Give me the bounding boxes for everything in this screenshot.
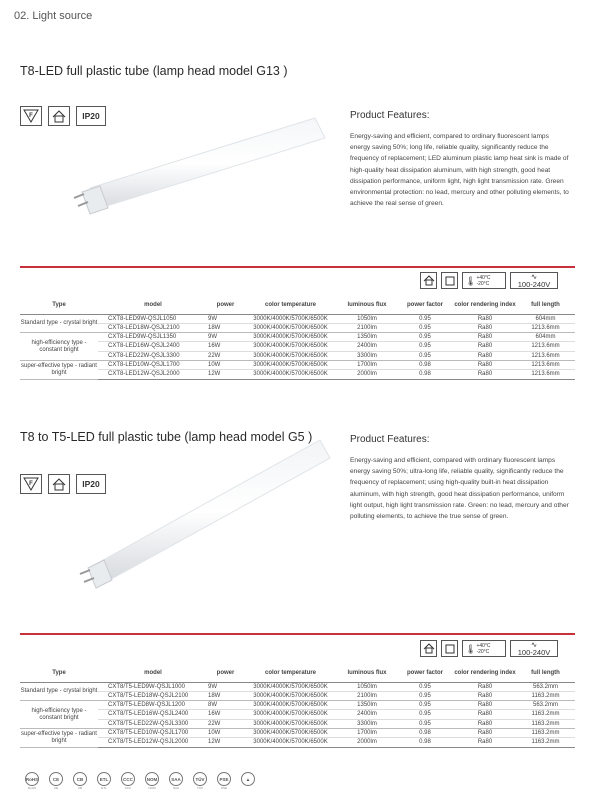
pf-cell: 0.98 xyxy=(396,360,454,369)
nom-logo-icon: NOM NOM xyxy=(142,772,162,791)
cri-cell: Ra80 xyxy=(454,360,516,369)
square-frame-icon xyxy=(441,640,458,657)
cri-cell: Ra80 xyxy=(454,682,516,691)
model-cell: CXT8/T5-LED10W-QSJL1700 xyxy=(98,728,208,737)
color-temp-cell: 3000K/4000K/5700K/6500K xyxy=(243,351,338,360)
section1-features-title: Product Features: xyxy=(350,110,430,121)
col-color-temperature: color temperature xyxy=(243,297,338,314)
ip20-badge: IP20 xyxy=(76,474,106,494)
flux-cell: 2000lm xyxy=(338,370,396,379)
ccc-logo-icon: CCC CCC xyxy=(118,772,138,791)
flux-cell: 3300lm xyxy=(338,351,396,360)
flux-cell: 1350lm xyxy=(338,333,396,342)
house-icon xyxy=(48,474,70,494)
table-row xyxy=(20,370,575,379)
model-cell: CXT8-LED22W-QSJL3300 xyxy=(98,351,208,360)
type-cell: super-effective type - radiant bright xyxy=(20,728,98,747)
power-cell: 9W xyxy=(208,333,243,342)
page-header xyxy=(14,10,92,22)
color-temp-cell: 3000K/4000K/5700K/6500K xyxy=(243,314,338,323)
section1-features-text: Energy-saving and efficient, compared to ordinary fluorescent lamps energy saving 50%; long life, reliable quality, significantly reduce the frequency of replacement; LED aluminum plastic lamp heat sink is made of high-quality heat dissipation aluminum, with high strength, good heat dissipation performance, uniform light, high light transmission rate. Green environmental protection: no lead, mercury and other polluting elements, to achieve the real sense of green. xyxy=(350,133,569,208)
col-type: Type xyxy=(20,297,98,314)
flux-cell: 2400lm xyxy=(338,342,396,351)
cri-cell: Ra80 xyxy=(454,719,516,728)
col-full-length: full length xyxy=(516,297,575,314)
tuv-logo-icon: TÜV TÜV xyxy=(190,772,210,791)
voltage-value: 100-240V xyxy=(517,648,551,657)
cri-cell: Ra80 xyxy=(454,738,516,747)
saa-logo-icon: SAA SAA xyxy=(166,772,186,791)
color-temp-cell: 3000K/4000K/5700K/6500K xyxy=(243,719,338,728)
pf-cell: 0.95 xyxy=(396,342,454,351)
thermometer-icon: 🌡 xyxy=(465,275,477,286)
col-power: power xyxy=(208,665,243,682)
table-row xyxy=(20,314,575,323)
power-cell: 18W xyxy=(208,691,243,700)
power-cell: 8W xyxy=(208,701,243,710)
thermometer-icon: 🌡 xyxy=(465,643,477,654)
power-cell: 12W xyxy=(208,370,243,379)
power-cell: 10W xyxy=(208,360,243,369)
length-cell: 1163.2mm xyxy=(516,719,575,728)
voltage-value: 100-240V xyxy=(517,280,551,289)
section2-title: T8 to T5-LED full plastic tube (lamp head model G5 ) xyxy=(20,430,313,444)
section1-divider xyxy=(20,266,575,268)
section1-title: T8-LED full plastic tube (lamp head model G13 ) xyxy=(20,64,288,78)
color-temp-cell: 3000K/4000K/5700K/6500K xyxy=(243,342,338,351)
power-cell: 10W xyxy=(208,728,243,737)
voltage-badge xyxy=(510,640,558,657)
section2-features-text: Energy-saving and efficient, compared with ordinary fluorescent lamps energy saving 50%; ultra-long life, reliable quality, significantly reduce the frequency of replacement; using high-quality built-in heat dissipation aluminum, with high strength, good heat dissipation performance, uniform light output, high light transmission rate. Green: no lead, mercury and other polluting elements, to achieve the true sense of green. xyxy=(350,457,569,521)
footer-cert-logos xyxy=(22,772,258,791)
color-temp-cell: 3000K/4000K/5700K/6500K xyxy=(243,738,338,747)
flux-cell: 3300lm xyxy=(338,719,396,728)
indoor-house-icon xyxy=(420,272,437,289)
square-frame-icon xyxy=(441,272,458,289)
col-luminous-flux: luminous flux xyxy=(338,665,396,682)
cb-logo-icon: CB CB xyxy=(70,772,90,791)
model-cell: CXT8-LED9W-QSJL1350 xyxy=(98,333,208,342)
type-cell: Standard type - crystal bright xyxy=(20,682,98,701)
flux-cell: 1050lm xyxy=(338,314,396,323)
table-row xyxy=(20,360,575,369)
type-cell: super-effective type - radiant bright xyxy=(20,360,98,379)
model-cell: CXT8/T5-LED9W-QSJL1000 xyxy=(98,682,208,691)
color-temp-cell: 3000K/4000K/5700K/6500K xyxy=(243,682,338,691)
ac-wave-icon: ∿ xyxy=(530,640,538,649)
pf-cell: 0.95 xyxy=(396,351,454,360)
temp-high: +40°C xyxy=(476,274,491,281)
flux-cell: 2100lm xyxy=(338,323,396,332)
power-cell: 16W xyxy=(208,342,243,351)
temp-high: +40°C xyxy=(476,642,491,649)
page-header-label: 02. Light source xyxy=(14,10,93,22)
cri-cell: Ra80 xyxy=(454,370,516,379)
table-row xyxy=(20,333,575,342)
section1-tube-image xyxy=(60,110,330,235)
model-cell: CXT8/T5-LED8W-QSJL1200 xyxy=(98,701,208,710)
section2-divider xyxy=(20,633,575,635)
model-cell: CXT8/T5-LED16W-QSJL2400 xyxy=(98,710,208,719)
etl-logo-icon: ETL ETL xyxy=(94,772,114,791)
cert-logo-icon: ▲ xyxy=(238,772,258,791)
svg-text:F: F xyxy=(29,113,33,119)
type-cell: Standard type - crystal bright xyxy=(20,314,98,333)
length-cell: 563.2mm xyxy=(516,682,575,691)
pse-logo-icon: PSE PSE xyxy=(214,772,234,791)
length-cell: 604mm xyxy=(516,314,575,323)
table-row xyxy=(20,342,575,351)
ip20-badge: IP20 xyxy=(76,106,106,126)
temp-low: -20°C xyxy=(476,280,490,287)
pf-cell: 0.95 xyxy=(396,710,454,719)
section1-spec-icons xyxy=(420,272,558,289)
type-cell: high-efficiency type - constant bright xyxy=(20,333,98,361)
table-row xyxy=(20,351,575,360)
col-model: model xyxy=(98,665,208,682)
power-cell: 9W xyxy=(208,314,243,323)
flux-cell: 2000lm xyxy=(338,738,396,747)
color-temp-cell: 3000K/4000K/5700K/6500K xyxy=(243,333,338,342)
flux-cell: 1350lm xyxy=(338,701,396,710)
col-model: model xyxy=(98,297,208,314)
color-temp-cell: 3000K/4000K/5700K/6500K xyxy=(243,370,338,379)
length-cell: 1213.6mm xyxy=(516,370,575,379)
pf-cell: 0.95 xyxy=(396,691,454,700)
rohs-logo-icon: RoHS RoHS xyxy=(22,772,42,791)
table-row xyxy=(20,738,575,747)
length-cell: 1163.2mm xyxy=(516,738,575,747)
cri-cell: Ra80 xyxy=(454,728,516,737)
f-mark-icon xyxy=(20,474,42,494)
table-row xyxy=(20,323,575,332)
power-cell: 12W xyxy=(208,738,243,747)
section1-spec-table xyxy=(20,297,575,380)
section2-features-title: Product Features: xyxy=(350,434,430,445)
color-temp-cell: 3000K/4000K/5700K/6500K xyxy=(243,710,338,719)
pf-cell: 0.95 xyxy=(396,314,454,323)
power-cell: 16W xyxy=(208,710,243,719)
model-cell: CXT8-LED18W-QSJL2100 xyxy=(98,323,208,332)
flux-cell: 1050lm xyxy=(338,682,396,691)
col-power: power xyxy=(208,297,243,314)
power-cell: 18W xyxy=(208,323,243,332)
section2-spec-table xyxy=(20,665,575,748)
indoor-house-icon xyxy=(420,640,437,657)
length-cell: 1213.6mm xyxy=(516,351,575,360)
temp-low: -20°C xyxy=(476,648,490,655)
length-cell: 563.2mm xyxy=(516,701,575,710)
cri-cell: Ra80 xyxy=(454,323,516,332)
svg-text:F: F xyxy=(29,481,33,487)
cri-cell: Ra80 xyxy=(454,342,516,351)
flux-cell: 1700lm xyxy=(338,728,396,737)
temperature-range-badge xyxy=(462,640,506,657)
col-power-factor: power factor xyxy=(396,297,454,314)
model-cell: CXT8-LED12W-QSJL2000 xyxy=(98,370,208,379)
col-cri: color rendering index xyxy=(454,665,516,682)
color-temp-cell: 3000K/4000K/5700K/6500K xyxy=(243,323,338,332)
voltage-badge xyxy=(510,272,558,289)
pf-cell: 0.98 xyxy=(396,370,454,379)
model-cell: CXT8-LED9W-QSJL1050 xyxy=(98,314,208,323)
color-temp-cell: 3000K/4000K/5700K/6500K xyxy=(243,360,338,369)
cri-cell: Ra80 xyxy=(454,351,516,360)
pf-cell: 0.98 xyxy=(396,728,454,737)
cri-cell: Ra80 xyxy=(454,710,516,719)
table-row xyxy=(20,691,575,700)
ac-wave-icon: ∿ xyxy=(530,272,538,281)
section2-spec-icons xyxy=(420,640,558,657)
pf-cell: 0.95 xyxy=(396,719,454,728)
power-cell: 22W xyxy=(208,719,243,728)
f-mark-icon xyxy=(20,106,42,126)
section2-features xyxy=(350,434,570,522)
model-cell: CXT8/T5-LED12W-QSJL2000 xyxy=(98,738,208,747)
pf-cell: 0.98 xyxy=(396,738,454,747)
model-cell: CXT8/T5-LED22W-QSJL3300 xyxy=(98,719,208,728)
type-cell: high-efficiency type - constant bright xyxy=(20,701,98,729)
cri-cell: Ra80 xyxy=(454,333,516,342)
length-cell: 1163.2mm xyxy=(516,710,575,719)
color-temp-cell: 3000K/4000K/5700K/6500K xyxy=(243,691,338,700)
table-row xyxy=(20,728,575,737)
power-cell: 9W xyxy=(208,682,243,691)
col-luminous-flux: luminous flux xyxy=(338,297,396,314)
pf-cell: 0.95 xyxy=(396,701,454,710)
cri-cell: Ra80 xyxy=(454,701,516,710)
temperature-range-badge xyxy=(462,272,506,289)
table-row xyxy=(20,719,575,728)
col-type: Type xyxy=(20,665,98,682)
length-cell: 1213.6mm xyxy=(516,342,575,351)
col-power-factor: power factor xyxy=(396,665,454,682)
cri-cell: Ra80 xyxy=(454,691,516,700)
length-cell: 1213.6mm xyxy=(516,360,575,369)
length-cell: 604mm xyxy=(516,333,575,342)
ce-logo-icon: CE CE xyxy=(46,772,66,791)
table-header-row xyxy=(20,665,575,682)
flux-cell: 2400lm xyxy=(338,710,396,719)
power-cell: 22W xyxy=(208,351,243,360)
table-row xyxy=(20,682,575,691)
col-cri: color rendering index xyxy=(454,297,516,314)
length-cell: 1213.6mm xyxy=(516,323,575,332)
color-temp-cell: 3000K/4000K/5700K/6500K xyxy=(243,701,338,710)
pf-cell: 0.95 xyxy=(396,682,454,691)
table-row xyxy=(20,710,575,719)
color-temp-cell: 3000K/4000K/5700K/6500K xyxy=(243,728,338,737)
section1-features xyxy=(350,110,570,209)
section2-tube-image xyxy=(70,432,335,607)
table-row xyxy=(20,701,575,710)
flux-cell: 1700lm xyxy=(338,360,396,369)
col-color-temperature: color temperature xyxy=(243,665,338,682)
pf-cell: 0.95 xyxy=(396,333,454,342)
table-header-row xyxy=(20,297,575,314)
cri-cell: Ra80 xyxy=(454,314,516,323)
flux-cell: 2100lm xyxy=(338,691,396,700)
pf-cell: 0.95 xyxy=(396,323,454,332)
length-cell: 1163.2mm xyxy=(516,728,575,737)
length-cell: 1163.2mm xyxy=(516,691,575,700)
model-cell: CXT8/T5-LED18W-QSJL2100 xyxy=(98,691,208,700)
col-full-length: full length xyxy=(516,665,575,682)
model-cell: CXT8-LED10W-QSJL1700 xyxy=(98,360,208,369)
model-cell: CXT8-LED16W-QSJL2400 xyxy=(98,342,208,351)
